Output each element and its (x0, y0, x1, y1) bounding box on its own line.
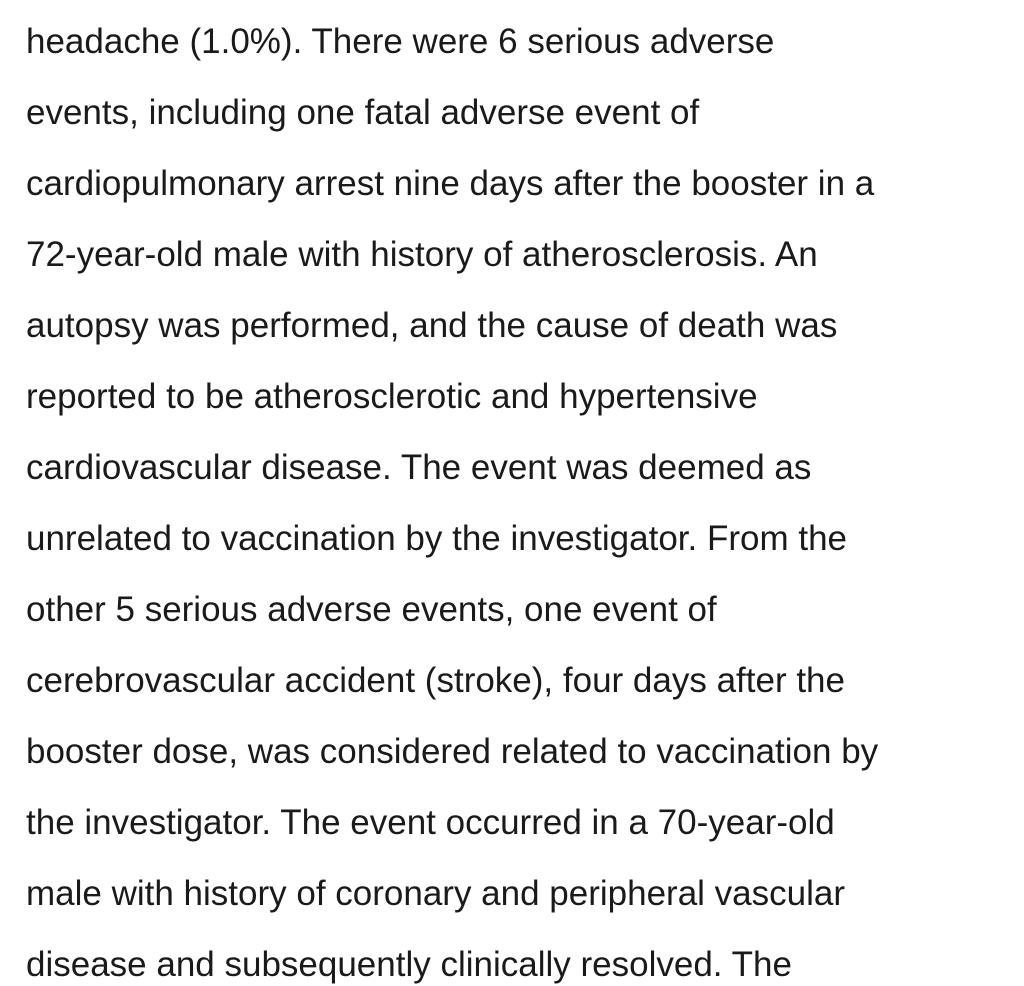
text-line: booster dose, was considered related to vaccination by (26, 732, 879, 771)
text-line: reported to be atherosclerotic and hypertensive (26, 377, 758, 416)
text-line: events, including one fatal adverse event of (26, 93, 700, 132)
text-line: the investigator. The event occurred in a 70-year-old (26, 803, 835, 842)
text-line: cerebrovascular accident (stroke), four days after the (26, 661, 845, 700)
text-line: headache (1.0%). There were 6 serious adverse (26, 22, 775, 61)
text-line: other 5 serious adverse events, one event of (26, 590, 717, 629)
text-line: male with history of coronary and peripheral vascular (26, 874, 845, 913)
text-line: cardiopulmonary arrest nine days after the booster in a (26, 164, 875, 203)
text-line: 72-year-old male with history of atherosclerosis. An (26, 235, 818, 274)
text-line: unrelated to vaccination by the investigator. From the (26, 519, 848, 558)
text-line: autopsy was performed, and the cause of death was (26, 306, 838, 345)
text-line: disease and subsequently clinically resolved. The (26, 945, 792, 984)
text-line: cardiovascular disease. The event was deemed as (26, 448, 812, 487)
